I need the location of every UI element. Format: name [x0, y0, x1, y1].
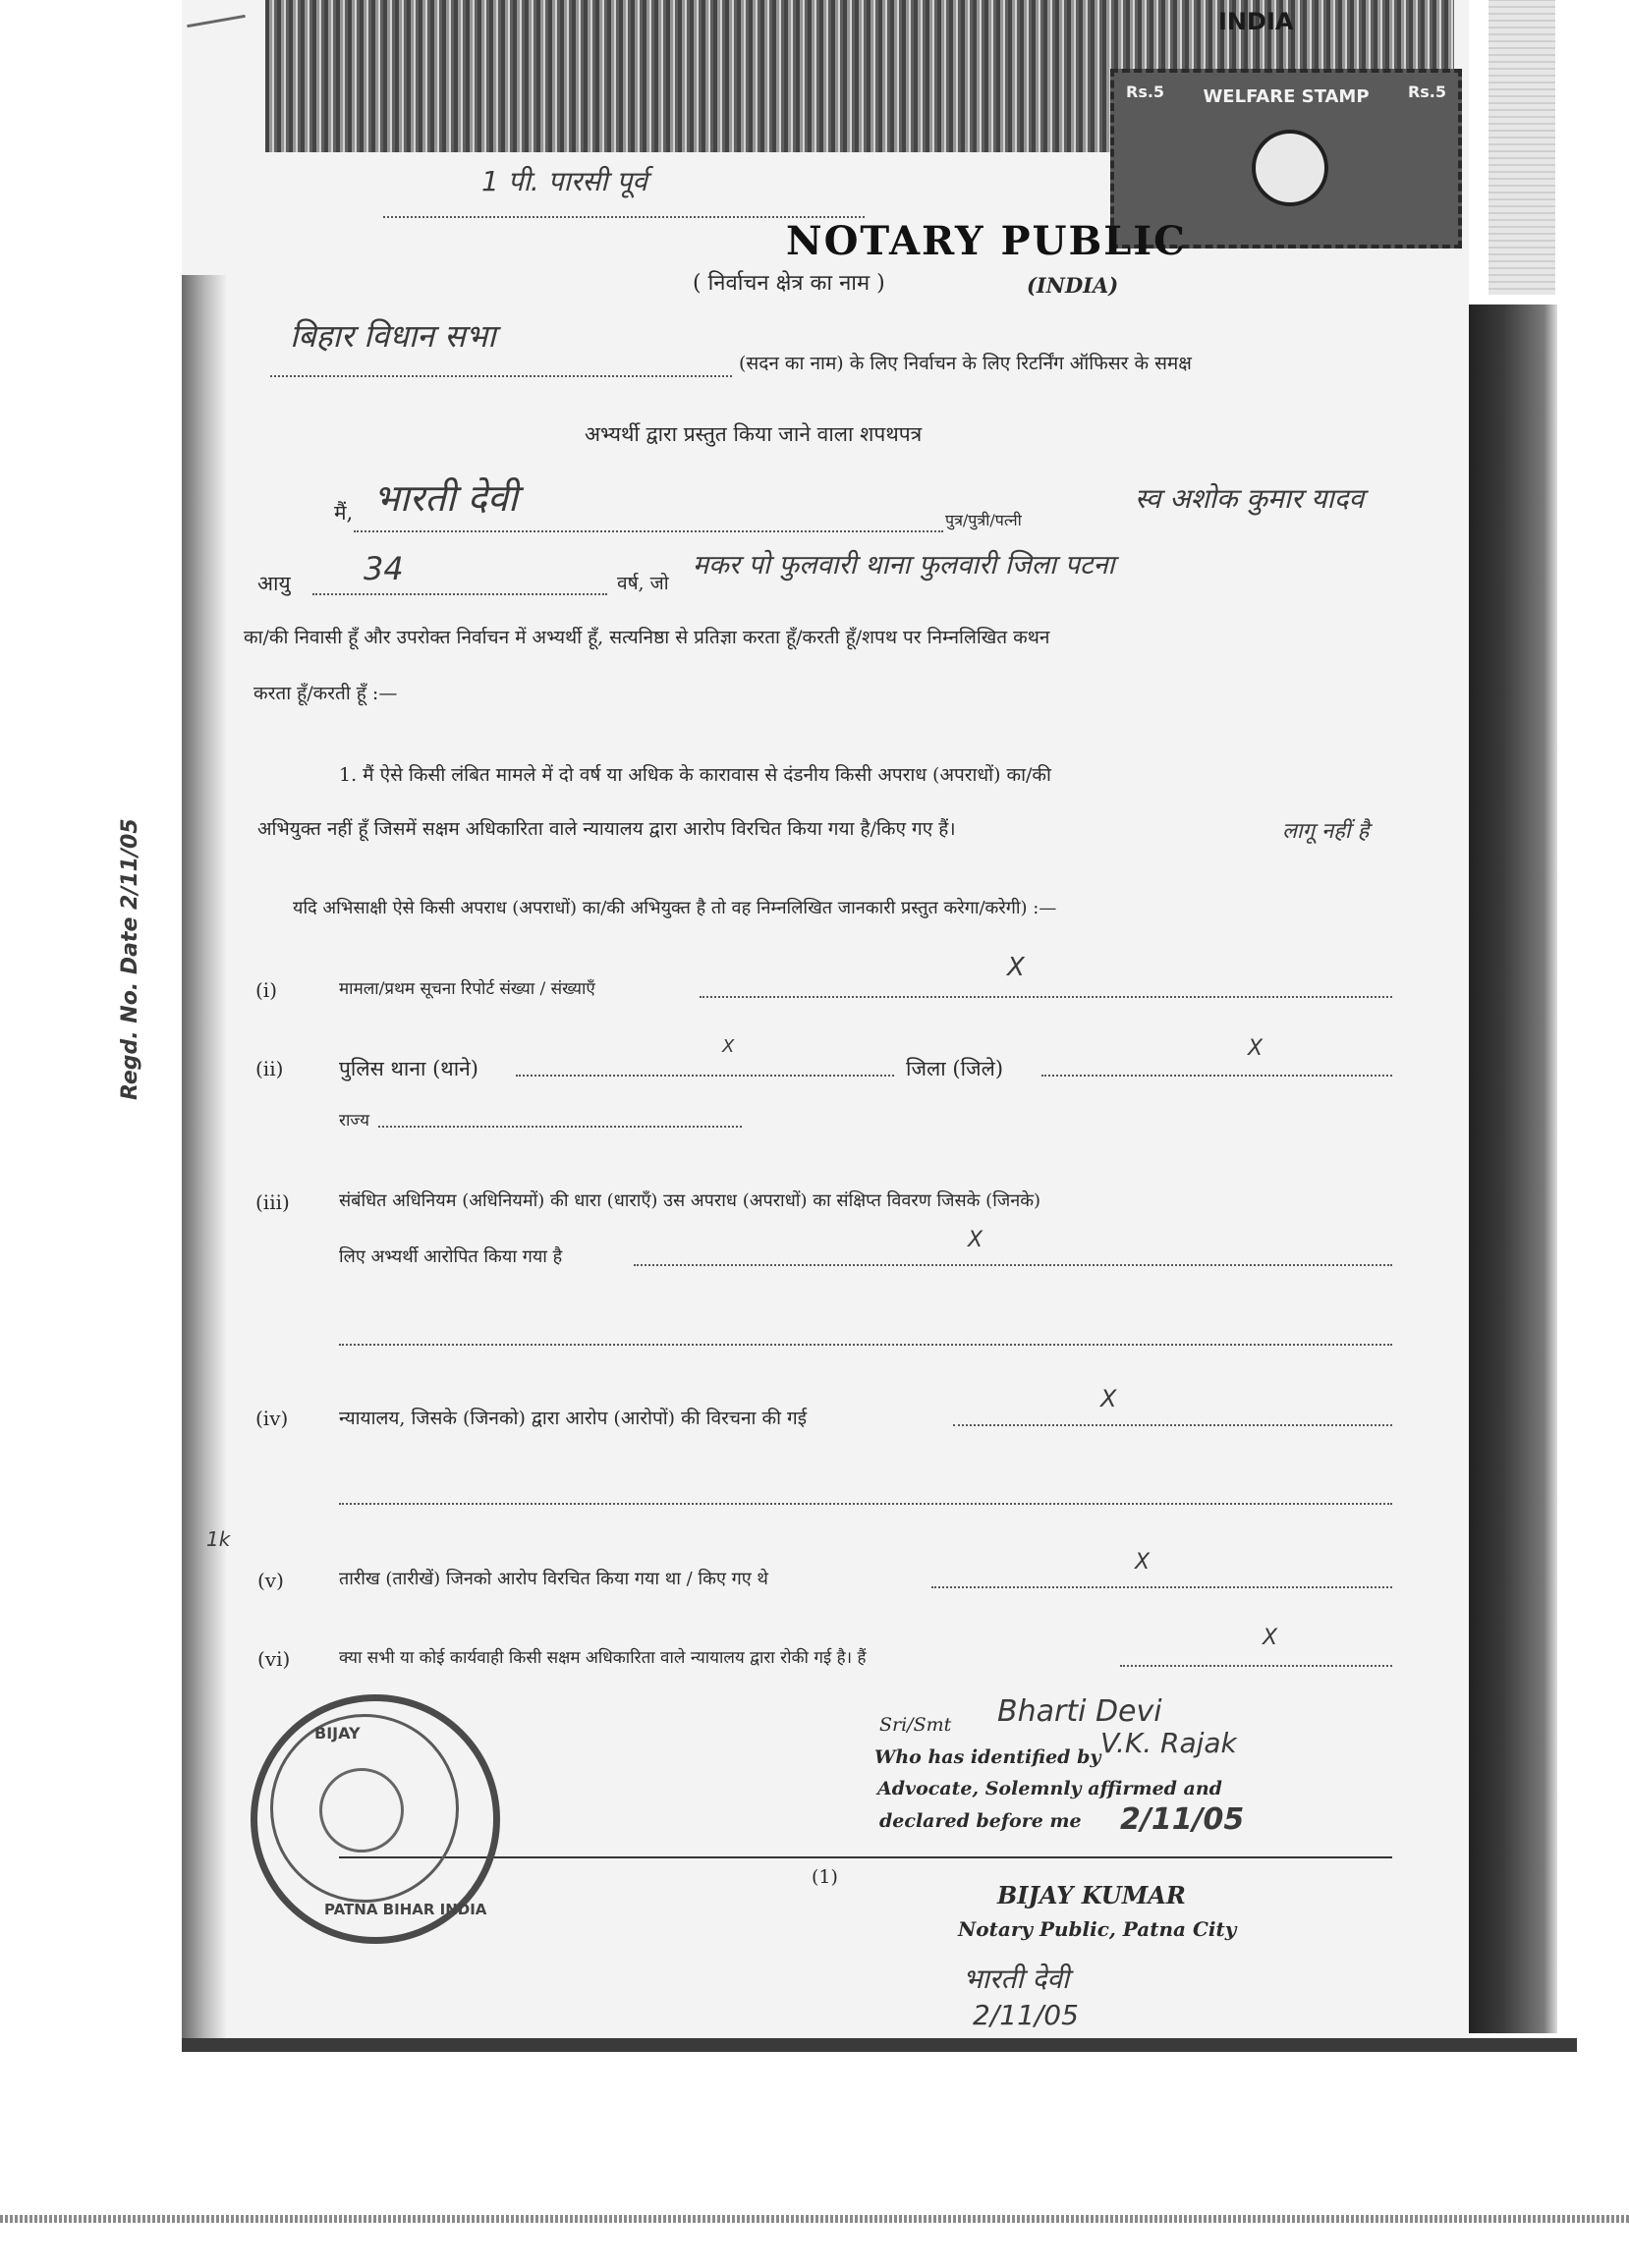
item-iii-number: (iii) — [255, 1190, 290, 1214]
para1-line3: यदि अभिसाक्षी ऐसे किसी अपराध (अपराधों) का/की अभियुक्त है तो वह निम्नलिखित जानकारी प्रस्तुत करेगा/करेगी) :— — [293, 898, 1057, 918]
item-ii-cross: X — [722, 1036, 735, 1057]
item-ii-number: (ii) — [255, 1057, 284, 1080]
item-iv-line2 — [339, 1503, 1392, 1505]
item-vi-text: क्या सभी या कोई कार्यवाही किसी सक्षम अधिकारिता वाले न्यायालय द्वारा रोकी गई है। हैं — [339, 1648, 867, 1668]
scan-shadow-bottom — [182, 2038, 1577, 2052]
hand-address: मकर पो फुलवारी थाना फुलवारी जिला पटना — [693, 550, 1115, 581]
item-ii-line — [516, 1075, 894, 1077]
house-line — [270, 375, 732, 377]
house-label: (सदन का नाम) के लिए निर्वाचन के लिए रिटर्निंग ऑफिसर के समक्ष — [739, 353, 1192, 374]
item-iii-cross: X — [968, 1228, 983, 1252]
item-i-cross: X — [1007, 953, 1025, 982]
hand-signature-date: 2/11/05 — [973, 1999, 1079, 2031]
page-edge — [1489, 0, 1555, 295]
notary-declared: declared before me — [879, 1810, 1082, 1832]
scan-shadow-right — [1469, 304, 1557, 2033]
age-label: आयु — [257, 572, 291, 595]
years-label: वर्ष, जो — [617, 573, 669, 594]
affidavit-heading: अभ्यर्थी द्वारा प्रस्तुत किया जाने वाला शपथपत्र — [585, 422, 923, 446]
item-v-line — [931, 1586, 1392, 1588]
para1-line1: 1. मैं ऐसे किसी लंबित मामले में दो वर्ष या अधिक के कारावास से दंडनीय किसी अपराध (अपराधों) का/की — [339, 764, 1051, 786]
item-iii-text2: लिए अभ्यर्थी आरोपित किया गया है — [339, 1246, 563, 1267]
hand-advocate-name: V.K. Rajak — [1100, 1727, 1237, 1759]
notary-designation: Notary Public, Patna City — [958, 1917, 1237, 1941]
seal-top-text: BIJAY — [314, 1724, 361, 1742]
main-label: मैं, — [334, 501, 354, 525]
item-ii-text: पुलिस थाना (थाने) — [339, 1057, 479, 1080]
item-ii-district: जिला (जिले) — [906, 1057, 1004, 1080]
hand-age: 34 — [364, 550, 404, 587]
item-iv-cross: X — [1100, 1385, 1117, 1412]
item-i-line — [700, 996, 1392, 998]
seal-bottom-text: PATNA BIHAR INDIA — [324, 1901, 487, 1918]
statement-line: करता हूँ/करती हूँ :— — [253, 683, 398, 704]
hand-deponent-name: भारती देवी — [373, 476, 518, 520]
page-number: (1) — [812, 1866, 838, 1888]
notary-title: NOTARY PUBLIC — [786, 218, 1187, 264]
name-line — [354, 530, 943, 532]
item-iv-text: न्यायालय, जिसके (जिनको) द्वारा आरोप (आरोपों) की विरचना की गई — [339, 1408, 808, 1429]
hand-margin-registration: Regd. No. Date 2/11/05 — [118, 818, 142, 1100]
item-iii-text: संबंधित अधिनियम (अधिनियमों) की धारा (धाराएँ) उस अपराध (अपराधों) का संक्षिप्त विवरण जिसके (जिनके) — [339, 1190, 1041, 1211]
stamp-emblem-icon — [1252, 130, 1328, 206]
age-line — [312, 593, 607, 595]
notary-identified: Who has identified by — [874, 1746, 1101, 1768]
scan-artifact-line — [0, 2215, 1629, 2223]
stamp-value-left: Rs.5 — [1126, 83, 1165, 101]
item-iii-line — [634, 1264, 1392, 1266]
india-label: (INDIA) — [1027, 273, 1119, 298]
hand-house-name: बिहार विधान सभा — [290, 317, 496, 355]
notary-name: BIJAY KUMAR — [997, 1881, 1186, 1909]
residence-line: का/की निवासी हूँ और उपरोक्त निर्वाचन में अभ्यर्थी हूँ, सत्यनिष्ठा से प्रतिज्ञा करता हूँ/करती हूँ/शपथ पर निम्नलिखित कथन — [244, 627, 1050, 648]
item-ii-state-line — [378, 1126, 742, 1128]
item-iv-line — [953, 1424, 1392, 1426]
hand-signature: भारती देवी — [963, 1963, 1070, 1995]
hand-relation: स्व अशोक कुमार यादव — [1135, 482, 1365, 515]
item-i-number: (i) — [255, 978, 278, 1002]
hand-not-applicable: लागू नहीं है — [1282, 819, 1370, 844]
seal-emblem-icon — [319, 1768, 404, 1853]
stamp-value-right: Rs.5 — [1407, 83, 1446, 101]
item-vi-cross: X — [1263, 1626, 1278, 1650]
item-v-cross: X — [1135, 1550, 1151, 1575]
item-vi-line — [1120, 1665, 1392, 1667]
item-ii-state: राज्य — [339, 1111, 369, 1131]
hand-constituency: 1 पी. पारसी पूर्व — [481, 165, 647, 197]
item-ii-district-line — [1041, 1075, 1392, 1077]
hand-notary-name: Bharti Devi — [997, 1694, 1162, 1729]
item-i-text: मामला/प्रथम सूचना रिपोर्ट संख्या / संख्याएँ — [339, 979, 595, 999]
constituency-label: ( निर्वाचन क्षेत्र का नाम ) — [693, 271, 885, 296]
item-v-text: तारीख (तारीखें) जिनको आरोप विरचित किया गया था / किए गए थे — [339, 1569, 768, 1589]
hand-margin-mark: 1k — [206, 1527, 231, 1551]
welfare-stamp-title: WELFARE STAMP — [1203, 86, 1370, 107]
item-iii-line2 — [339, 1344, 1392, 1346]
item-ii-district-cross: X — [1248, 1036, 1264, 1061]
notary-affirmed: Advocate, Solemnly affirmed and — [877, 1778, 1222, 1799]
para1-line2: अभियुक्त नहीं हूँ जिसमें सक्षम अधिकारिता वाले न्यायालय द्वारा आरोप विरचित किया गया है/किए गए हैं। — [257, 818, 956, 840]
item-v-number: (v) — [257, 1569, 284, 1592]
footer-rule — [339, 1856, 1392, 1858]
hand-notary-date: 2/11/05 — [1120, 1802, 1245, 1837]
item-vi-number: (vi) — [257, 1647, 291, 1671]
relation-label: पुत्र/पुत्री/पत्नी — [945, 511, 1022, 529]
stamp-country: INDIA — [1218, 8, 1294, 35]
item-iv-number: (iv) — [255, 1407, 289, 1430]
scan-shadow-left — [182, 275, 226, 2043]
notary-sri-smt: Sri/Smt — [879, 1714, 952, 1736]
